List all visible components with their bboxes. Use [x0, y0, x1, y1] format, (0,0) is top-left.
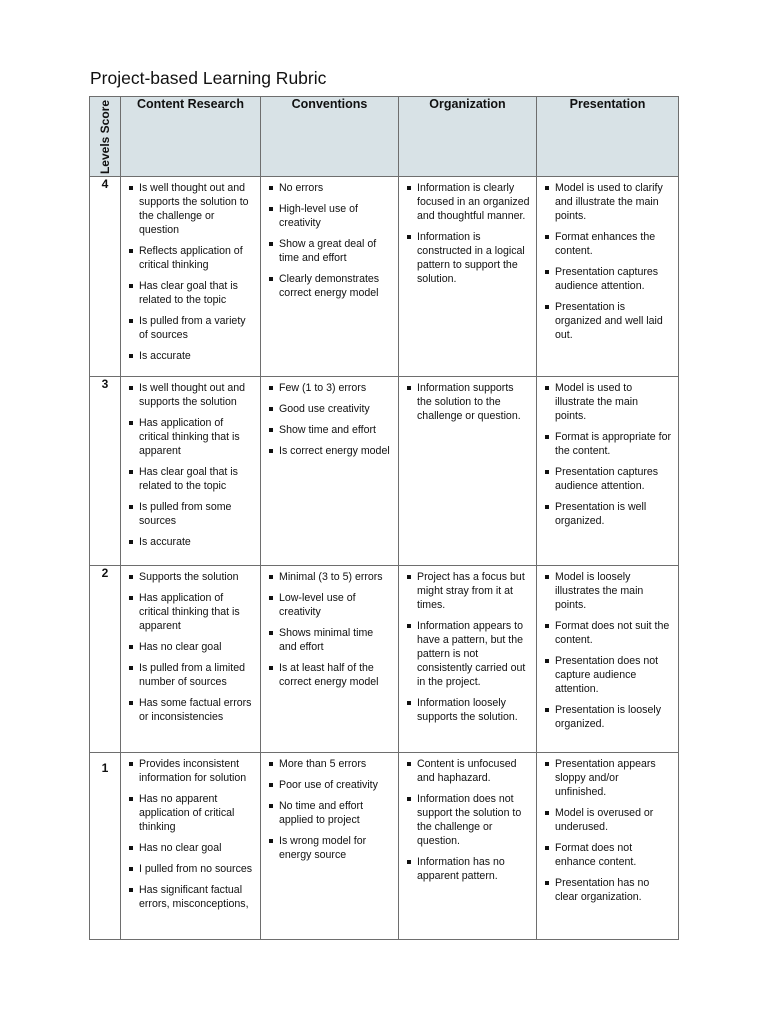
- list-item: Format does not enhance content.: [544, 841, 672, 869]
- criteria-list: [121, 177, 260, 369]
- cell-content: [121, 377, 261, 566]
- header-organization: Organization: [399, 97, 537, 177]
- criteria-list: [399, 753, 536, 889]
- list-item: Is well thought out and supports the solution to the challenge or question: [128, 181, 254, 237]
- cell-content: [121, 753, 261, 940]
- list-item: Has significant factual errors, misconceptions,: [128, 883, 254, 911]
- list-item: Reflects application of critical thinking: [128, 244, 254, 272]
- table-row: [90, 566, 679, 753]
- list-item: Has no clear goal: [128, 640, 254, 654]
- list-item: Information is clearly focused in an organized and thoughtful manner.: [406, 181, 530, 223]
- list-item: Show time and effort: [268, 423, 392, 437]
- list-item: Is wrong model for energy source: [268, 834, 392, 862]
- list-item: Content is unfocused and haphazard.: [406, 757, 530, 785]
- cell-conventions: [261, 377, 399, 566]
- list-item: Presentation captures audience attention.: [544, 265, 672, 293]
- list-item: Model is loosely illustrates the main points.: [544, 570, 672, 612]
- criteria-list: [121, 753, 260, 917]
- list-item: Shows minimal time and effort: [268, 626, 392, 654]
- header-conventions: Conventions: [261, 97, 399, 177]
- cell-conventions: [261, 753, 399, 940]
- list-item: Model is used to clarify and illustrate the main points.: [544, 181, 672, 223]
- criteria-list: [261, 566, 398, 695]
- list-item: Information is constructed in a logical pattern to support the solution.: [406, 230, 530, 286]
- rubric-table: [89, 96, 679, 940]
- list-item: Is pulled from some sources: [128, 500, 254, 528]
- criteria-list: [121, 566, 260, 730]
- list-item: Information appears to have a pattern, but the pattern is not consistently carried out in the project.: [406, 619, 530, 689]
- list-item: Low-level use of creativity: [268, 591, 392, 619]
- list-item: Presentation captures audience attention.: [544, 465, 672, 493]
- list-item: Has application of critical thinking that is apparent: [128, 591, 254, 633]
- list-item: Is accurate: [128, 349, 254, 363]
- cell-content: [121, 177, 261, 377]
- list-item: Information does not support the solution to the challenge or question.: [406, 792, 530, 848]
- list-item: Is at least half of the correct energy model: [268, 661, 392, 689]
- list-item: Provides inconsistent information for solution: [128, 757, 254, 785]
- criteria-list: [261, 177, 398, 306]
- list-item: Is pulled from a limited number of sources: [128, 661, 254, 689]
- list-item: Format enhances the content.: [544, 230, 672, 258]
- list-item: Presentation does not capture audience attention.: [544, 654, 672, 696]
- cell-presentation: [537, 753, 679, 940]
- list-item: Presentation appears sloppy and/or unfinished.: [544, 757, 672, 799]
- cell-content: [121, 566, 261, 753]
- cell-presentation: [537, 377, 679, 566]
- list-item: Show a great deal of time and effort: [268, 237, 392, 265]
- criteria-list: [537, 177, 678, 348]
- list-item: Supports the solution: [128, 570, 254, 584]
- criteria-list: [537, 377, 678, 534]
- list-item: More than 5 errors: [268, 757, 392, 771]
- list-item: Is correct energy model: [268, 444, 392, 458]
- list-item: Information supports the solution to the challenge or question.: [406, 381, 530, 423]
- cell-organization: [399, 566, 537, 753]
- list-item: Is accurate: [128, 535, 254, 549]
- criteria-list: [537, 753, 678, 910]
- cell-conventions: [261, 177, 399, 377]
- list-item: Has some factual errors or inconsistencies: [128, 696, 254, 724]
- header-levels-score: [90, 97, 121, 177]
- list-item: Presentation is organized and well laid out.: [544, 300, 672, 342]
- level-score: 3: [90, 377, 121, 566]
- table-row: [90, 377, 679, 566]
- list-item: Model is overused or underused.: [544, 806, 672, 834]
- list-item: Poor use of creativity: [268, 778, 392, 792]
- list-item: Format does not suit the content.: [544, 619, 672, 647]
- list-item: Clearly demonstrates correct energy model: [268, 272, 392, 300]
- list-item: Is pulled from a variety of sources: [128, 314, 254, 342]
- list-item: Has no apparent application of critical thinking: [128, 792, 254, 834]
- list-item: Project has a focus but might stray from it at times.: [406, 570, 530, 612]
- list-item: Few (1 to 3) errors: [268, 381, 392, 395]
- list-item: Good use creativity: [268, 402, 392, 416]
- cell-organization: [399, 177, 537, 377]
- list-item: Presentation has no clear organization.: [544, 876, 672, 904]
- rubric-body: [90, 177, 679, 940]
- cell-presentation: [537, 566, 679, 753]
- list-item: Has application of critical thinking that is apparent: [128, 416, 254, 458]
- level-score: 2: [90, 566, 121, 753]
- list-item: Information loosely supports the solution.: [406, 696, 530, 724]
- list-item: High-level use of creativity: [268, 202, 392, 230]
- criteria-list: [399, 566, 536, 730]
- list-item: Minimal (3 to 5) errors: [268, 570, 392, 584]
- cell-conventions: [261, 566, 399, 753]
- table-row: [90, 753, 679, 940]
- header-content-research: Content Research: [121, 97, 261, 177]
- list-item: Presentation is well organized.: [544, 500, 672, 528]
- list-item: No time and effort applied to project: [268, 799, 392, 827]
- level-score: 1: [90, 753, 121, 940]
- header-row: [90, 97, 679, 177]
- list-item: No errors: [268, 181, 392, 195]
- cell-organization: [399, 753, 537, 940]
- criteria-list: [121, 377, 260, 555]
- list-item: Information has no apparent pattern.: [406, 855, 530, 883]
- cell-presentation: [537, 177, 679, 377]
- list-item: Has clear goal that is related to the topic: [128, 465, 254, 493]
- list-item: Has no clear goal: [128, 841, 254, 855]
- criteria-list: [399, 177, 536, 292]
- header-presentation: Presentation: [537, 97, 679, 177]
- criteria-list: [261, 377, 398, 464]
- page-title: Project-based Learning Rubric: [90, 68, 327, 88]
- list-item: Has clear goal that is related to the topic: [128, 279, 254, 307]
- criteria-list: [537, 566, 678, 737]
- level-score: 4: [90, 177, 121, 377]
- table-row: [90, 177, 679, 377]
- list-item: Model is used to illustrate the main points.: [544, 381, 672, 423]
- list-item: Is well thought out and supports the solution: [128, 381, 254, 409]
- header-levels-score-label: Levels Score: [98, 99, 112, 174]
- criteria-list: [261, 753, 398, 868]
- list-item: I pulled from no sources: [128, 862, 254, 876]
- cell-organization: [399, 377, 537, 566]
- list-item: Format is appropriate for the content.: [544, 430, 672, 458]
- criteria-list: [399, 377, 536, 429]
- list-item: Presentation is loosely organized.: [544, 703, 672, 731]
